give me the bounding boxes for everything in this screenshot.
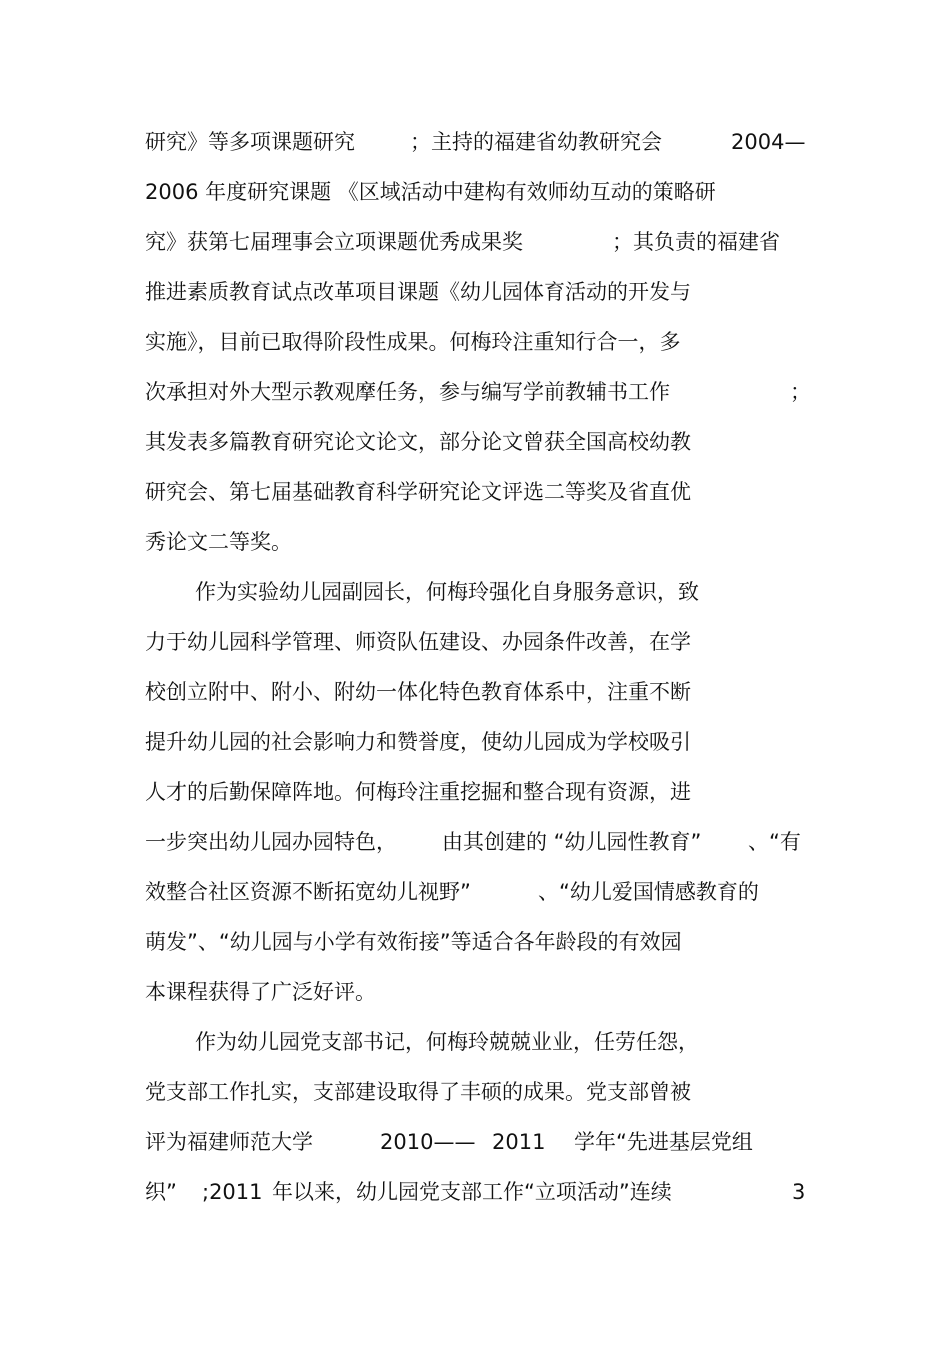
text-segment: 、“有 xyxy=(748,830,801,854)
text-line xyxy=(0,877,950,907)
text-line xyxy=(0,677,950,707)
text-segment: 一步突出幼儿园办园特色， xyxy=(145,830,397,854)
text-line xyxy=(0,727,950,757)
text-segment: 提升幼儿园的社会影响力和赞誉度，使幼儿园成为学校吸引 xyxy=(145,730,691,754)
text-line xyxy=(0,1027,950,1057)
text-segment: 党支部工作扎实，支部建设取得了丰硕的成果。党支部曾被 xyxy=(145,1080,691,1104)
text-segment: 萌发”、“幼儿园与小学有效衔接”等适合各年龄段的有效园 xyxy=(145,930,682,954)
text-segment: ； xyxy=(790,380,811,404)
text-line xyxy=(0,327,950,357)
text-line xyxy=(0,177,950,207)
text-segment: 其发表多篇教育研究论文论文，部分论文曾获全国高校幼教 xyxy=(145,430,691,454)
text-segment: 评为福建师范大学 xyxy=(145,1130,313,1154)
text-segment: 校创立附中、附小、附幼一体化特色教育体系中，注重不断 xyxy=(145,680,691,704)
text-segment: 2004— xyxy=(731,130,806,154)
text-line xyxy=(0,477,950,507)
text-line xyxy=(0,127,950,157)
text-segment: 2010—— xyxy=(380,1130,476,1154)
page-number: 3 xyxy=(792,1180,806,1204)
text-line xyxy=(0,277,950,307)
text-line xyxy=(0,1127,950,1157)
text-line xyxy=(0,427,950,457)
text-segment: 实施》，目前已取得阶段性成果。何梅玲注重知行合一，多 xyxy=(145,330,681,354)
text-segment: 由其创建的 “幼儿园性教育” xyxy=(442,830,702,854)
text-segment: 学年“先进基层党组 xyxy=(574,1130,753,1154)
text-line xyxy=(0,527,950,557)
text-segment: 2006 年度研究课题 《区域活动中建构有效师幼互动的策略研 xyxy=(145,180,716,204)
text-segment: 本课程获得了广泛好评。 xyxy=(145,980,376,1004)
text-segment: 、“幼儿爱国情感教育的 xyxy=(538,880,759,904)
text-segment: 年以来，幼儿园党支部工作“立项活动”连续 xyxy=(272,1180,672,1204)
text-line xyxy=(0,777,950,807)
text-segment: 研究会、第七届基础教育科学研究论文评选二等奖及省直优 xyxy=(145,480,691,504)
text-line xyxy=(0,627,950,657)
text-segment: 秀论文二等奖。 xyxy=(145,530,292,554)
text-line xyxy=(0,227,950,257)
text-segment: ;2011 xyxy=(202,1180,263,1204)
text-segment: 织” xyxy=(145,1180,177,1204)
text-line xyxy=(0,577,950,607)
text-segment: 作为幼儿园党支部书记，何梅玲兢兢业业，任劳任怨， xyxy=(195,1030,699,1054)
text-line xyxy=(0,377,950,407)
text-segment: 作为实验幼儿园副园长，何梅玲强化自身服务意识，致 xyxy=(195,580,699,604)
text-segment: ；其负责的福建省 xyxy=(612,230,780,254)
text-segment: 人才的后勤保障阵地。何梅玲注重挖掘和整合现有资源，进 xyxy=(145,780,691,804)
text-segment: 研究》等多项课题研究 xyxy=(145,130,355,154)
text-line xyxy=(0,1077,950,1107)
text-segment: 效整合社区资源不断拓宽幼儿视野” xyxy=(145,880,471,904)
text-line xyxy=(0,927,950,957)
text-segment: 推进素质教育试点改革项目课题《幼儿园体育活动的开发与 xyxy=(145,280,691,304)
text-segment: ；主持的福建省幼教研究会 xyxy=(410,130,662,154)
text-segment: 次承担对外大型示教观摩任务，参与编写学前教辅书工作 xyxy=(145,380,670,404)
text-segment: 2011 xyxy=(492,1130,546,1154)
text-line xyxy=(0,977,950,1007)
text-segment: 力于幼儿园科学管理、师资队伍建设、办园条件改善，在学 xyxy=(145,630,691,654)
text-line xyxy=(0,1177,950,1207)
text-segment: 究》获第七届理事会立项课题优秀成果奖 xyxy=(145,230,523,254)
text-line xyxy=(0,827,950,857)
